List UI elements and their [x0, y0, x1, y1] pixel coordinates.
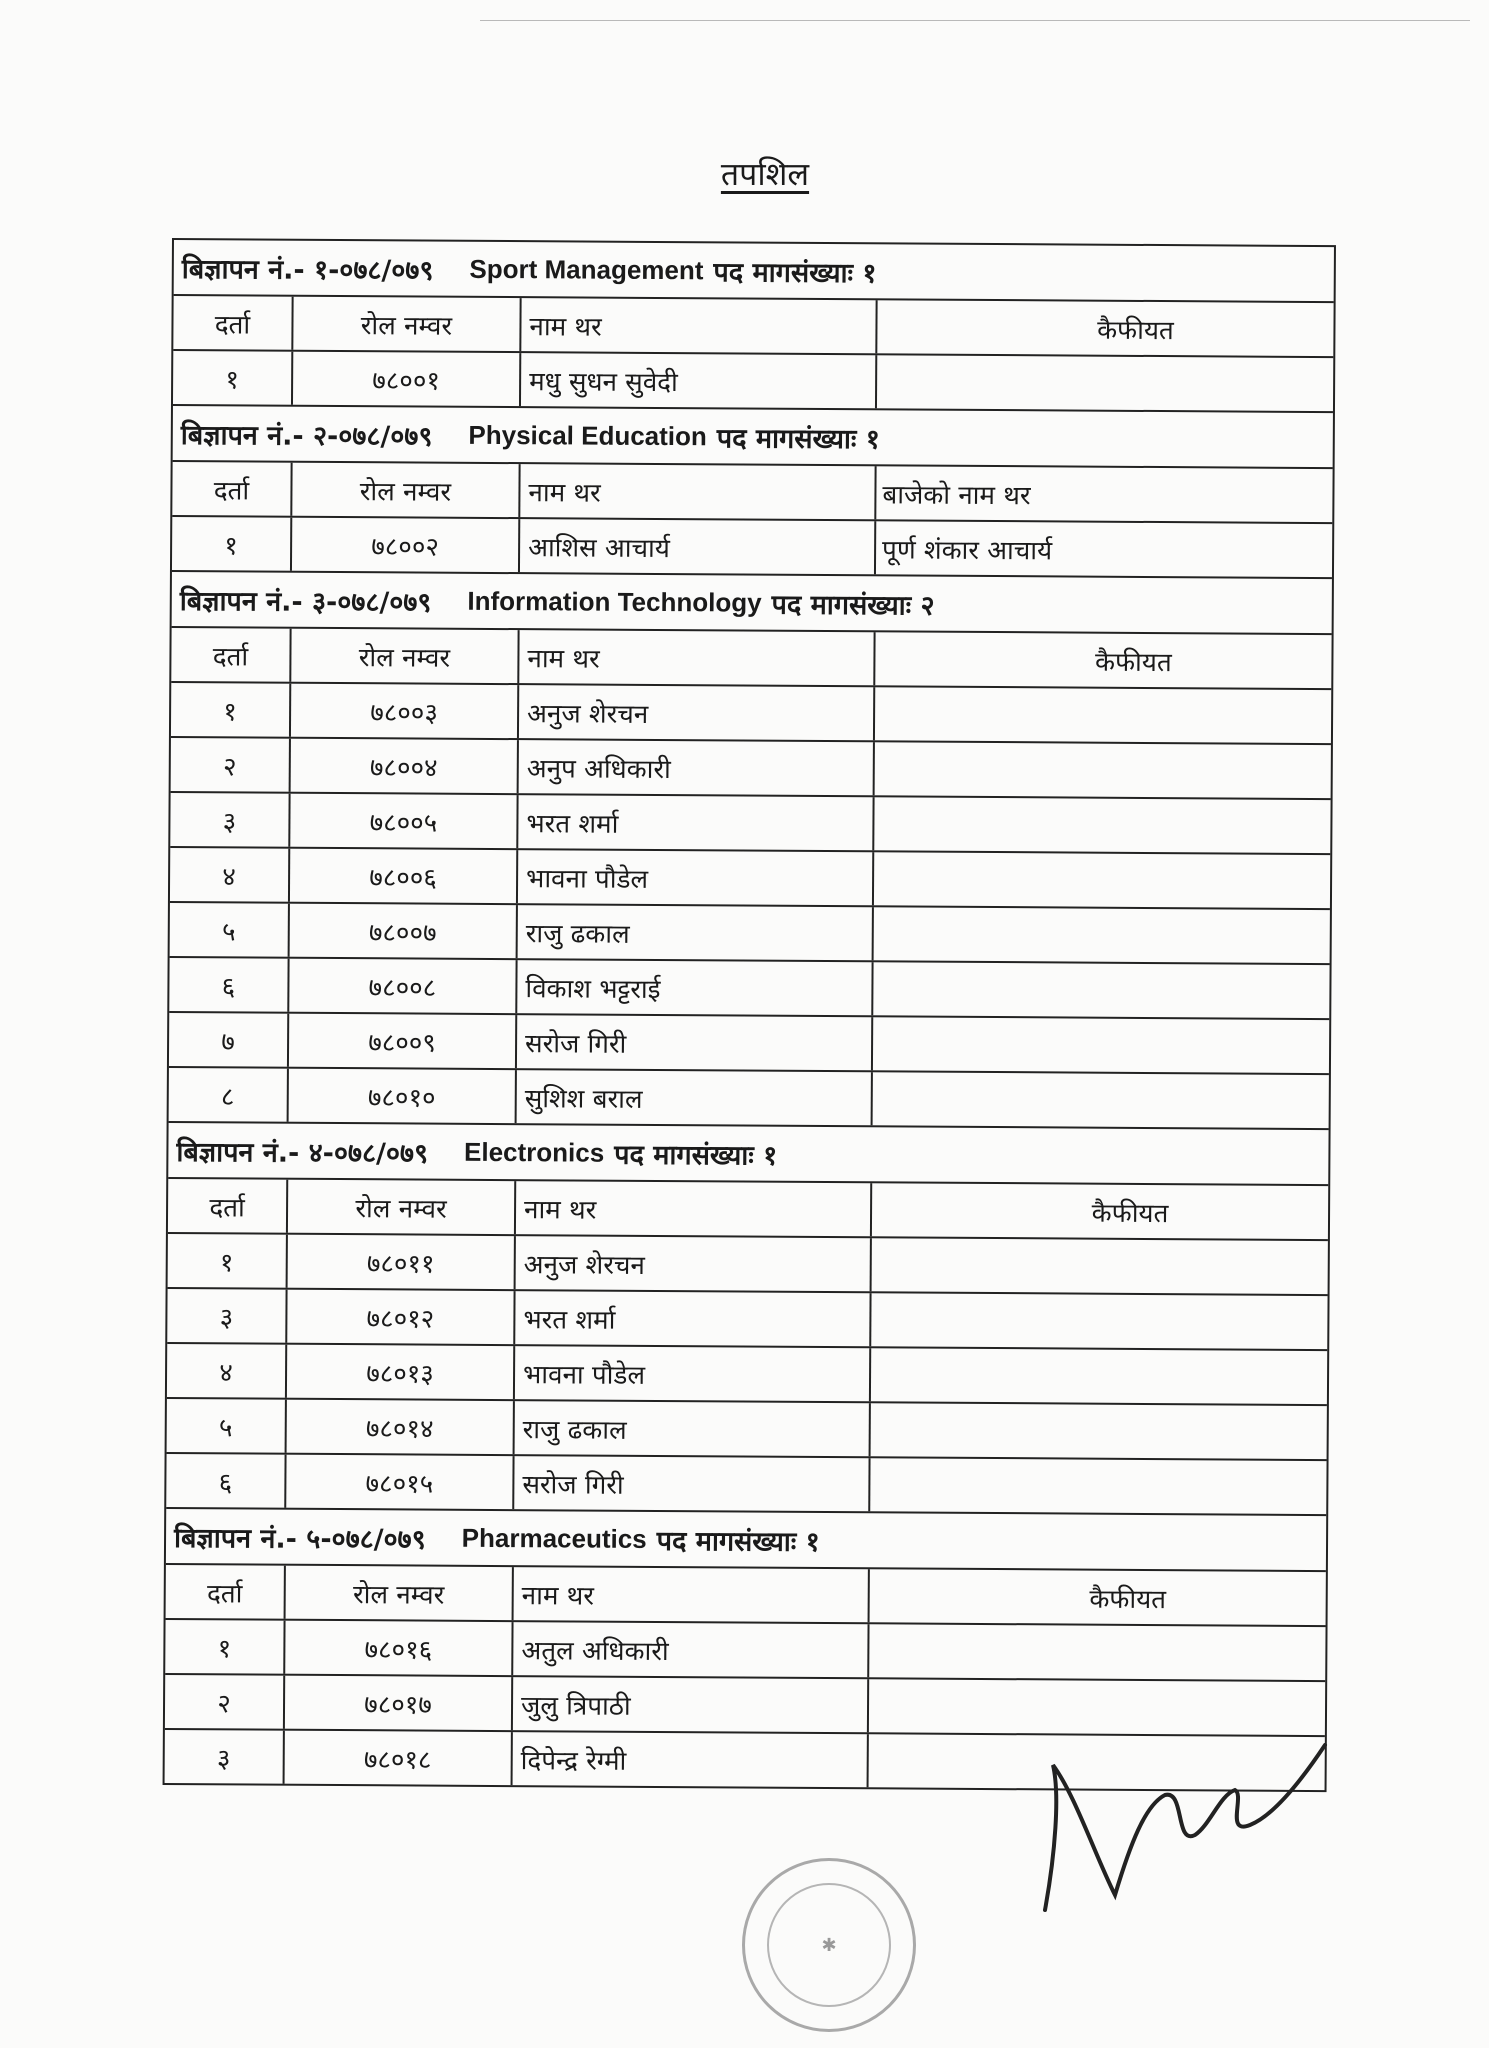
darta-cell: ६	[169, 958, 289, 1012]
extra-cell	[873, 1072, 1329, 1128]
darta-cell: १	[165, 1620, 285, 1674]
col-last: कैफीयत	[1097, 315, 1174, 346]
name-cell: विकाश भट्टराई	[517, 960, 873, 1015]
name-cell: सरोज गिरी	[517, 1015, 873, 1070]
extra-cell: पूर्ण शंकार आचार्य	[882, 534, 1053, 566]
extra-cell	[871, 1403, 1327, 1459]
col-roll: रोल नम्वर	[286, 1566, 514, 1620]
roll-cell: ७८०१५	[286, 1455, 514, 1509]
table-row	[165, 1620, 1325, 1682]
post-demand: पद मागसंख्याः १	[716, 422, 880, 455]
advert-header	[174, 240, 1334, 303]
table-row	[168, 1234, 1328, 1296]
extra-cell	[870, 1458, 1326, 1514]
name-cell: सुशिश बराल	[517, 1070, 873, 1125]
col-last: कैफीयत	[1091, 1198, 1169, 1229]
table-row	[166, 1454, 1326, 1516]
extra-cell	[873, 1017, 1329, 1073]
post-name: Electronics	[463, 1136, 605, 1168]
table-row	[169, 1013, 1329, 1075]
col-darta: दर्ता	[168, 1179, 288, 1233]
table-row	[167, 1289, 1327, 1351]
name-cell: अनुज शेरचन	[519, 685, 875, 740]
roll-cell: ७८००४	[291, 739, 519, 793]
darta-cell: ६	[166, 1454, 286, 1508]
roll-cell: ७८००५	[290, 794, 518, 848]
col-last: कैफीयत	[1089, 1584, 1167, 1615]
name-cell: भरत शर्मा	[515, 1291, 871, 1346]
col-name: नाम थर	[519, 630, 875, 685]
table-row	[170, 848, 1330, 910]
page-title: तपशिल	[720, 155, 810, 193]
column-header-row	[173, 296, 1333, 358]
name-cell: राजु ढकाल	[515, 1401, 871, 1456]
extra-cell	[871, 1293, 1327, 1349]
extra-cell	[874, 852, 1330, 908]
table-row	[172, 517, 1332, 579]
col-roll: रोल नम्वर	[292, 463, 520, 517]
advert-number: बिज्ञापन नं.- २-०७८/०७९	[180, 419, 433, 453]
col-roll: रोल नम्वर	[291, 629, 519, 683]
roll-cell: ७८०१४	[287, 1400, 515, 1454]
university-seal	[742, 1858, 916, 2032]
advert-number: बिज्ञापन नं.- ५-०७८/०७९	[173, 1522, 426, 1556]
extra-cell	[873, 962, 1329, 1018]
name-cell: राजु ढकाल	[518, 905, 874, 960]
darta-cell: १	[171, 683, 291, 737]
extra-cell	[869, 1679, 1325, 1735]
column-header-row	[168, 1179, 1328, 1241]
col-last: बाजेको नाम थर	[882, 479, 1031, 511]
name-cell: सरोज गिरी	[514, 1456, 870, 1511]
col-darta: दर्ता	[171, 628, 291, 682]
advert-header	[166, 1509, 1326, 1572]
col-last: कैफीयत	[1095, 647, 1172, 678]
darta-cell: १	[173, 351, 293, 405]
table-row	[170, 793, 1330, 855]
darta-cell: २	[165, 1675, 285, 1729]
results-table	[163, 238, 1336, 1792]
advert-number: बिज्ञापन नं.- ३-०७८/०७९	[179, 585, 432, 619]
advert-header	[172, 572, 1332, 635]
post-demand: पद मागसंख्याः १	[713, 256, 877, 289]
column-header-row	[171, 628, 1331, 690]
table-row	[171, 683, 1331, 745]
post-demand: पद मागसंख्याः २	[771, 589, 935, 622]
post-demand: पद मागसंख्याः १	[614, 1139, 778, 1172]
advert-number: बिज्ञापन नं.- ४-०७८/०७९	[176, 1136, 429, 1170]
darta-cell: ७	[169, 1013, 289, 1067]
darta-cell: ५	[167, 1399, 287, 1453]
col-name: नाम थर	[514, 1567, 870, 1622]
table-row	[169, 958, 1329, 1020]
roll-cell: ७८००२	[292, 518, 520, 572]
post-demand: पद मागसंख्याः १	[656, 1525, 820, 1558]
darta-cell: ८	[169, 1068, 289, 1122]
post-name: Sport Management	[469, 253, 704, 285]
extra-cell	[877, 355, 1333, 411]
table-row	[170, 903, 1330, 965]
roll-cell: ७८००८	[289, 959, 517, 1013]
table-row	[167, 1399, 1327, 1461]
name-cell: जुलु त्रिपाठी	[513, 1677, 869, 1732]
darta-cell: ४	[167, 1344, 287, 1398]
table-row	[173, 351, 1333, 413]
roll-cell: ७८०१३	[287, 1345, 515, 1399]
name-cell: मधु सुधन सुवेदी	[521, 353, 877, 408]
roll-cell: ७८००९	[289, 1014, 517, 1068]
extra-cell	[869, 1624, 1325, 1680]
roll-cell: ७८००१	[293, 352, 521, 406]
col-name: नाम थर	[521, 298, 877, 353]
col-darta: दर्ता	[172, 462, 292, 516]
table-row	[165, 1675, 1325, 1737]
extra-cell	[874, 797, 1330, 853]
post-name: Physical Education	[468, 419, 707, 451]
advert-header	[168, 1123, 1328, 1186]
name-cell: दिपेन्द्र रेग्मी	[513, 1732, 869, 1787]
darta-cell: ४	[170, 848, 290, 902]
extra-cell	[874, 907, 1330, 963]
name-cell: भावना पौडेल	[515, 1346, 871, 1401]
signature-icon	[1035, 1735, 1335, 1915]
name-cell: अनुज शेरचन	[516, 1236, 872, 1291]
roll-cell: ७८००३	[291, 684, 519, 738]
seal-icon: ✱	[767, 1883, 891, 2007]
column-header-row	[166, 1565, 1326, 1627]
table-row	[167, 1344, 1327, 1406]
table-row	[171, 738, 1331, 800]
darta-cell: २	[171, 738, 291, 792]
roll-cell: ७८००६	[290, 849, 518, 903]
col-name: नाम थर	[520, 464, 876, 519]
col-roll: रोल नम्वर	[293, 297, 521, 351]
name-cell: भावना पौडेल	[518, 850, 874, 905]
post-name: Pharmaceutics	[461, 1522, 647, 1554]
roll-cell: ७८०१०	[289, 1069, 517, 1123]
post-name: Information Technology	[467, 585, 762, 618]
extra-cell	[872, 1238, 1328, 1294]
darta-cell: ३	[170, 793, 290, 847]
extra-cell	[871, 1348, 1327, 1404]
roll-cell: ७८०१२	[287, 1290, 515, 1344]
darta-cell: १	[172, 517, 292, 571]
roll-cell: ७८०१८	[285, 1731, 513, 1785]
name-cell: अतुल अधिकारी	[513, 1622, 869, 1677]
extra-cell	[875, 742, 1331, 798]
name-cell: भरत शर्मा	[518, 795, 874, 850]
col-darta: दर्ता	[173, 296, 293, 350]
col-darta: दर्ता	[166, 1565, 286, 1619]
advert-number: बिज्ञापन नं.- १-०७८/०७९	[181, 253, 434, 287]
col-roll: रोल नम्वर	[288, 1180, 516, 1234]
col-name: नाम थर	[516, 1181, 872, 1236]
name-cell: आशिस आचार्य	[520, 519, 876, 574]
roll-cell: ७८०१६	[285, 1621, 513, 1675]
darta-cell: ३	[167, 1289, 287, 1343]
table-row	[169, 1068, 1329, 1130]
darta-cell: ५	[170, 903, 290, 957]
darta-cell: १	[168, 1234, 288, 1288]
extra-cell	[875, 687, 1331, 743]
top-rule	[480, 20, 1470, 21]
roll-cell: ७८०१७	[285, 1676, 513, 1730]
advert-header	[173, 406, 1333, 469]
column-header-row	[172, 462, 1332, 524]
name-cell: अनुप अधिकारी	[519, 740, 875, 795]
roll-cell: ७८०११	[288, 1235, 516, 1289]
darta-cell: ३	[165, 1730, 285, 1784]
roll-cell: ७८००७	[290, 904, 518, 958]
